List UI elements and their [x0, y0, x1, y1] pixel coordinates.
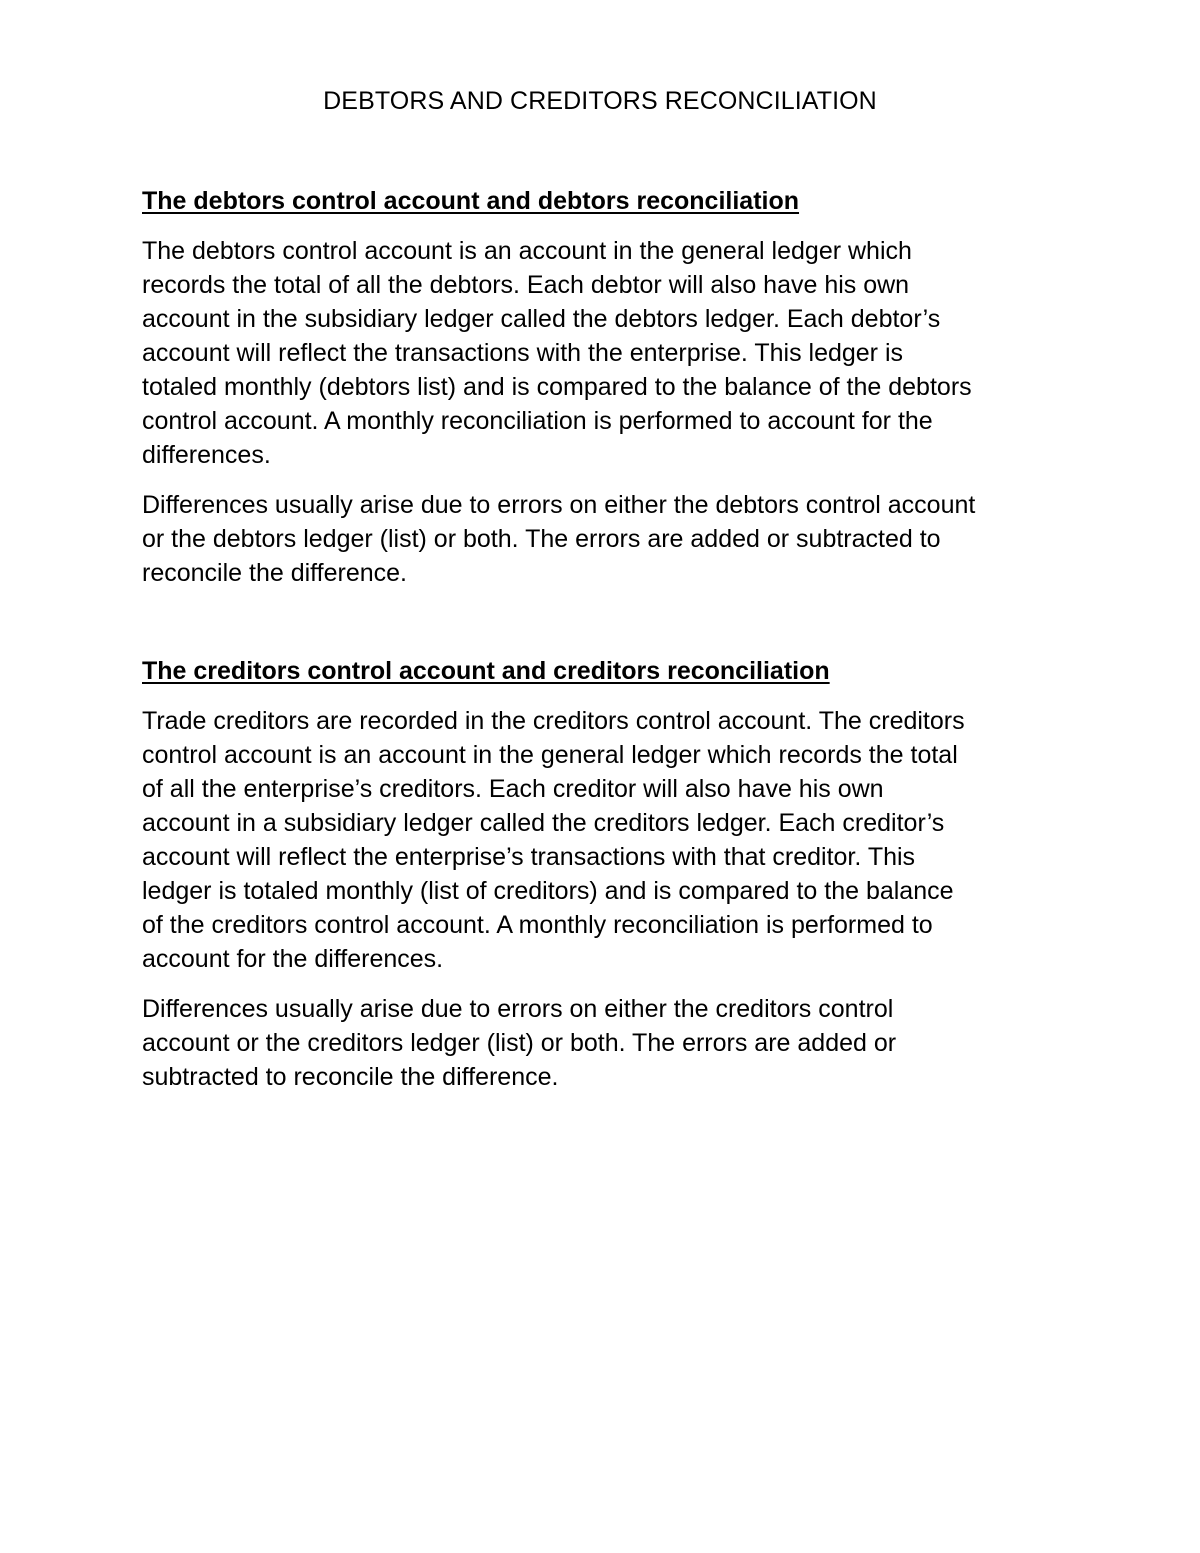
section-creditors [142, 656, 1072, 1094]
paragraph-creditors-description: Trade creditors are recorded in the creditors control account. The creditors control account is an account in the general ledger which records the total of all the enterprise’s creditors. Each creditor will also have his own account in a subsidiary ledger called the creditors ledger. Each creditor’s account will reflect the enterprise’s transactions with that creditor. This ledger is totaled monthly (list of creditors) and is compared to the balance of the creditors control account. A monthly reconciliation is performed to account for the differences. [142, 707, 965, 973]
paragraph-debtors-description: The debtors control account is an account in the general ledger which records the total of all the debtors. Each debtor will also have his own account in the subsidiary ledger called the debtors ledger. Each debtor’s account will reflect the transactions with the enterprise. This ledger is totaled monthly (debtors list) and is compared to the balance of the debtors control account. A monthly reconciliation is performed to account for the differences. [142, 237, 972, 469]
section-debtors [142, 186, 1072, 590]
paragraph-creditors-differences: Differences usually arise due to errors on either the creditors control account or the creditors ledger (list) or both. The errors are added or subtracted to reconcile the difference. [142, 995, 897, 1091]
paragraph-debtors-differences: Differences usually arise due to errors on either the debtors control account or the debtors ledger (list) or both. The errors are added or subtracted to reconcile the difference. [142, 491, 976, 587]
document-title: DEBTORS AND CREDITORS RECONCILIATION [323, 87, 877, 115]
section-heading-creditors: The creditors control account and creditors reconciliation [142, 657, 830, 685]
section-heading-debtors: The debtors control account and debtors reconciliation [142, 187, 800, 215]
